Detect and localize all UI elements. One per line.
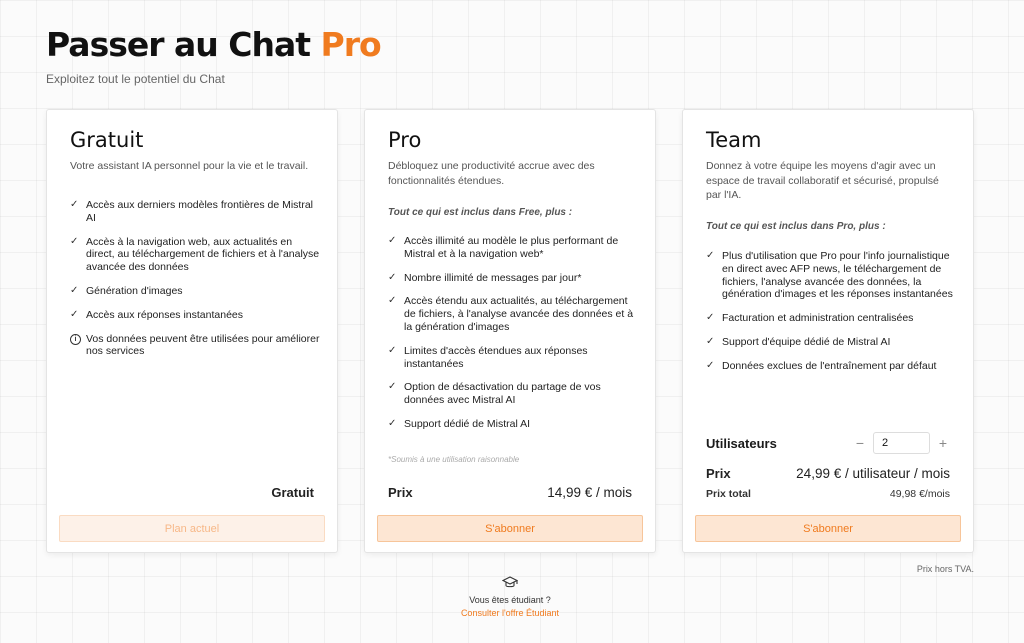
- plan-name: Pro: [388, 128, 422, 152]
- plan-card-pro: [364, 109, 656, 553]
- feature-text: Génération d'images: [86, 284, 183, 297]
- check-icon: ✓: [388, 271, 397, 283]
- info-icon: i: [70, 333, 86, 359]
- feature-list: [706, 250, 956, 373]
- total-value: 49,98 €/mois: [889, 488, 950, 500]
- users-quantity-input[interactable]: [873, 432, 930, 454]
- users-label: Utilisateurs: [706, 435, 777, 451]
- plan-card-gratuit: [46, 109, 338, 553]
- price-label: Prix: [388, 485, 413, 500]
- feature-text: Accès étendu aux actualités, au téléchargement de fichiers, à l'analyse avancée des données et à la génération d'images: [404, 295, 634, 333]
- check-icon: ✓: [70, 235, 79, 247]
- check-icon: ✓: [706, 335, 715, 347]
- feature-text: Facturation et administration centralisées: [722, 312, 914, 325]
- graduation-cap-icon: [440, 576, 580, 594]
- price-row: [388, 485, 632, 500]
- feature-text: Accès illimité au modèle le plus performant de Mistral et à la navigation web*: [404, 235, 619, 260]
- page-header: [46, 26, 381, 86]
- feature-item: [70, 236, 320, 274]
- feature-text: Support dédié de Mistral AI: [404, 417, 531, 430]
- feature-text: Plus d'utilisation que Pro pour l'info journalistique en direct avec AFP news, le téléchargement de fichiers, l'analyse avancée des données, la génération d'images et les réponses instantanées: [722, 250, 953, 301]
- check-icon: ✓: [388, 381, 397, 393]
- title-accent: Pro: [320, 25, 381, 64]
- feature-text: Limites d'accès étendues aux réponses instantanées: [404, 344, 588, 370]
- total-label: Prix total: [706, 488, 751, 500]
- plan-name: Team: [706, 128, 762, 152]
- feature-item: [706, 312, 956, 325]
- total-row: [706, 488, 950, 500]
- includes-note: Tout ce qui est inclus dans Free, plus :: [388, 207, 573, 218]
- feature-text: Option de désactivation du partage de vos données avec Mistral AI: [404, 381, 601, 407]
- price-value: 24,99 € / utilisateur / mois: [796, 466, 950, 481]
- check-icon: ✓: [70, 308, 79, 320]
- feature-item: [388, 345, 638, 371]
- price-value: 14,99 € / mois: [547, 485, 632, 500]
- feature-text: Support d'équipe dédié de Mistral AI: [722, 335, 891, 348]
- feature-item: [706, 336, 956, 349]
- plan-description: Donnez à votre équipe les moyens d'agir avec un espace de travail collaboratif et sécurisé, propulsé par l'IA.: [706, 160, 939, 201]
- feature-item: [388, 272, 638, 285]
- check-icon: ✓: [706, 312, 715, 324]
- subscribe-button[interactable]: S'abonner: [695, 515, 961, 542]
- price-value: Gratuit: [271, 485, 314, 500]
- minus-icon[interactable]: −: [855, 435, 865, 451]
- current-plan-button[interactable]: Plan actuel: [59, 515, 325, 542]
- plan-description: Votre assistant IA personnel pour la vie et le travail.: [70, 160, 309, 172]
- check-icon: ✓: [70, 284, 79, 296]
- feature-text: Accès aux derniers modèles frontières de Mistral AI: [86, 199, 314, 224]
- footnote: *Soumis à une utilisation raisonnable: [388, 455, 520, 464]
- feature-item: [70, 285, 320, 298]
- price-label: Prix: [706, 466, 731, 481]
- feature-item: [388, 295, 638, 333]
- check-icon: ✓: [706, 250, 715, 261]
- subscribe-button[interactable]: S'abonner: [377, 515, 643, 542]
- check-icon: ✓: [388, 295, 397, 307]
- feature-item: [70, 333, 320, 359]
- feature-text: Vos données peuvent être utilisées pour améliorer nos services: [86, 332, 320, 358]
- feature-item: [388, 381, 638, 407]
- tva-note: Prix hors TVA.: [916, 564, 974, 574]
- feature-item: [70, 199, 320, 225]
- feature-text: Accès aux réponses instantanées: [86, 308, 244, 321]
- plan-description: Débloquez une productivité accrue avec des fonctionnalités étendues.: [388, 160, 595, 187]
- feature-text: Accès à la navigation web, aux actualités en direct, au téléchargement de fichiers et à l'analyse avancée des données: [86, 235, 320, 274]
- check-icon: ✓: [388, 417, 397, 429]
- feature-item: [70, 309, 320, 322]
- feature-item: [388, 235, 638, 261]
- users-row: [706, 432, 950, 454]
- check-icon: ✓: [70, 199, 79, 210]
- check-icon: ✓: [388, 344, 397, 356]
- feature-list: [388, 235, 638, 431]
- plan-card-team: [682, 109, 974, 553]
- student-question: Vous êtes étudiant ?: [469, 595, 551, 605]
- feature-text: Nombre illimité de messages par jour*: [404, 271, 582, 284]
- check-icon: ✓: [706, 359, 715, 371]
- feature-item: [706, 250, 956, 301]
- price-row: [706, 466, 950, 481]
- feature-item: [706, 360, 956, 373]
- includes-note: Tout ce qui est inclus dans Pro, plus :: [706, 221, 886, 232]
- plus-icon[interactable]: +: [938, 435, 948, 451]
- check-icon: ✓: [388, 235, 397, 246]
- plan-name: Gratuit: [70, 128, 144, 152]
- student-offer-link[interactable]: Consulter l'offre Étudiant: [460, 608, 560, 618]
- page-subtitle: Exploitez tout le potentiel du Chat: [46, 72, 225, 86]
- feature-item: [388, 418, 638, 431]
- feature-text: Données exclues de l'entraînement par défaut: [722, 359, 937, 372]
- feature-list: [70, 199, 320, 358]
- title-main: Passer au Chat: [46, 25, 311, 64]
- student-offer: [440, 576, 580, 618]
- price-row: [70, 485, 314, 500]
- page-title: [46, 26, 381, 64]
